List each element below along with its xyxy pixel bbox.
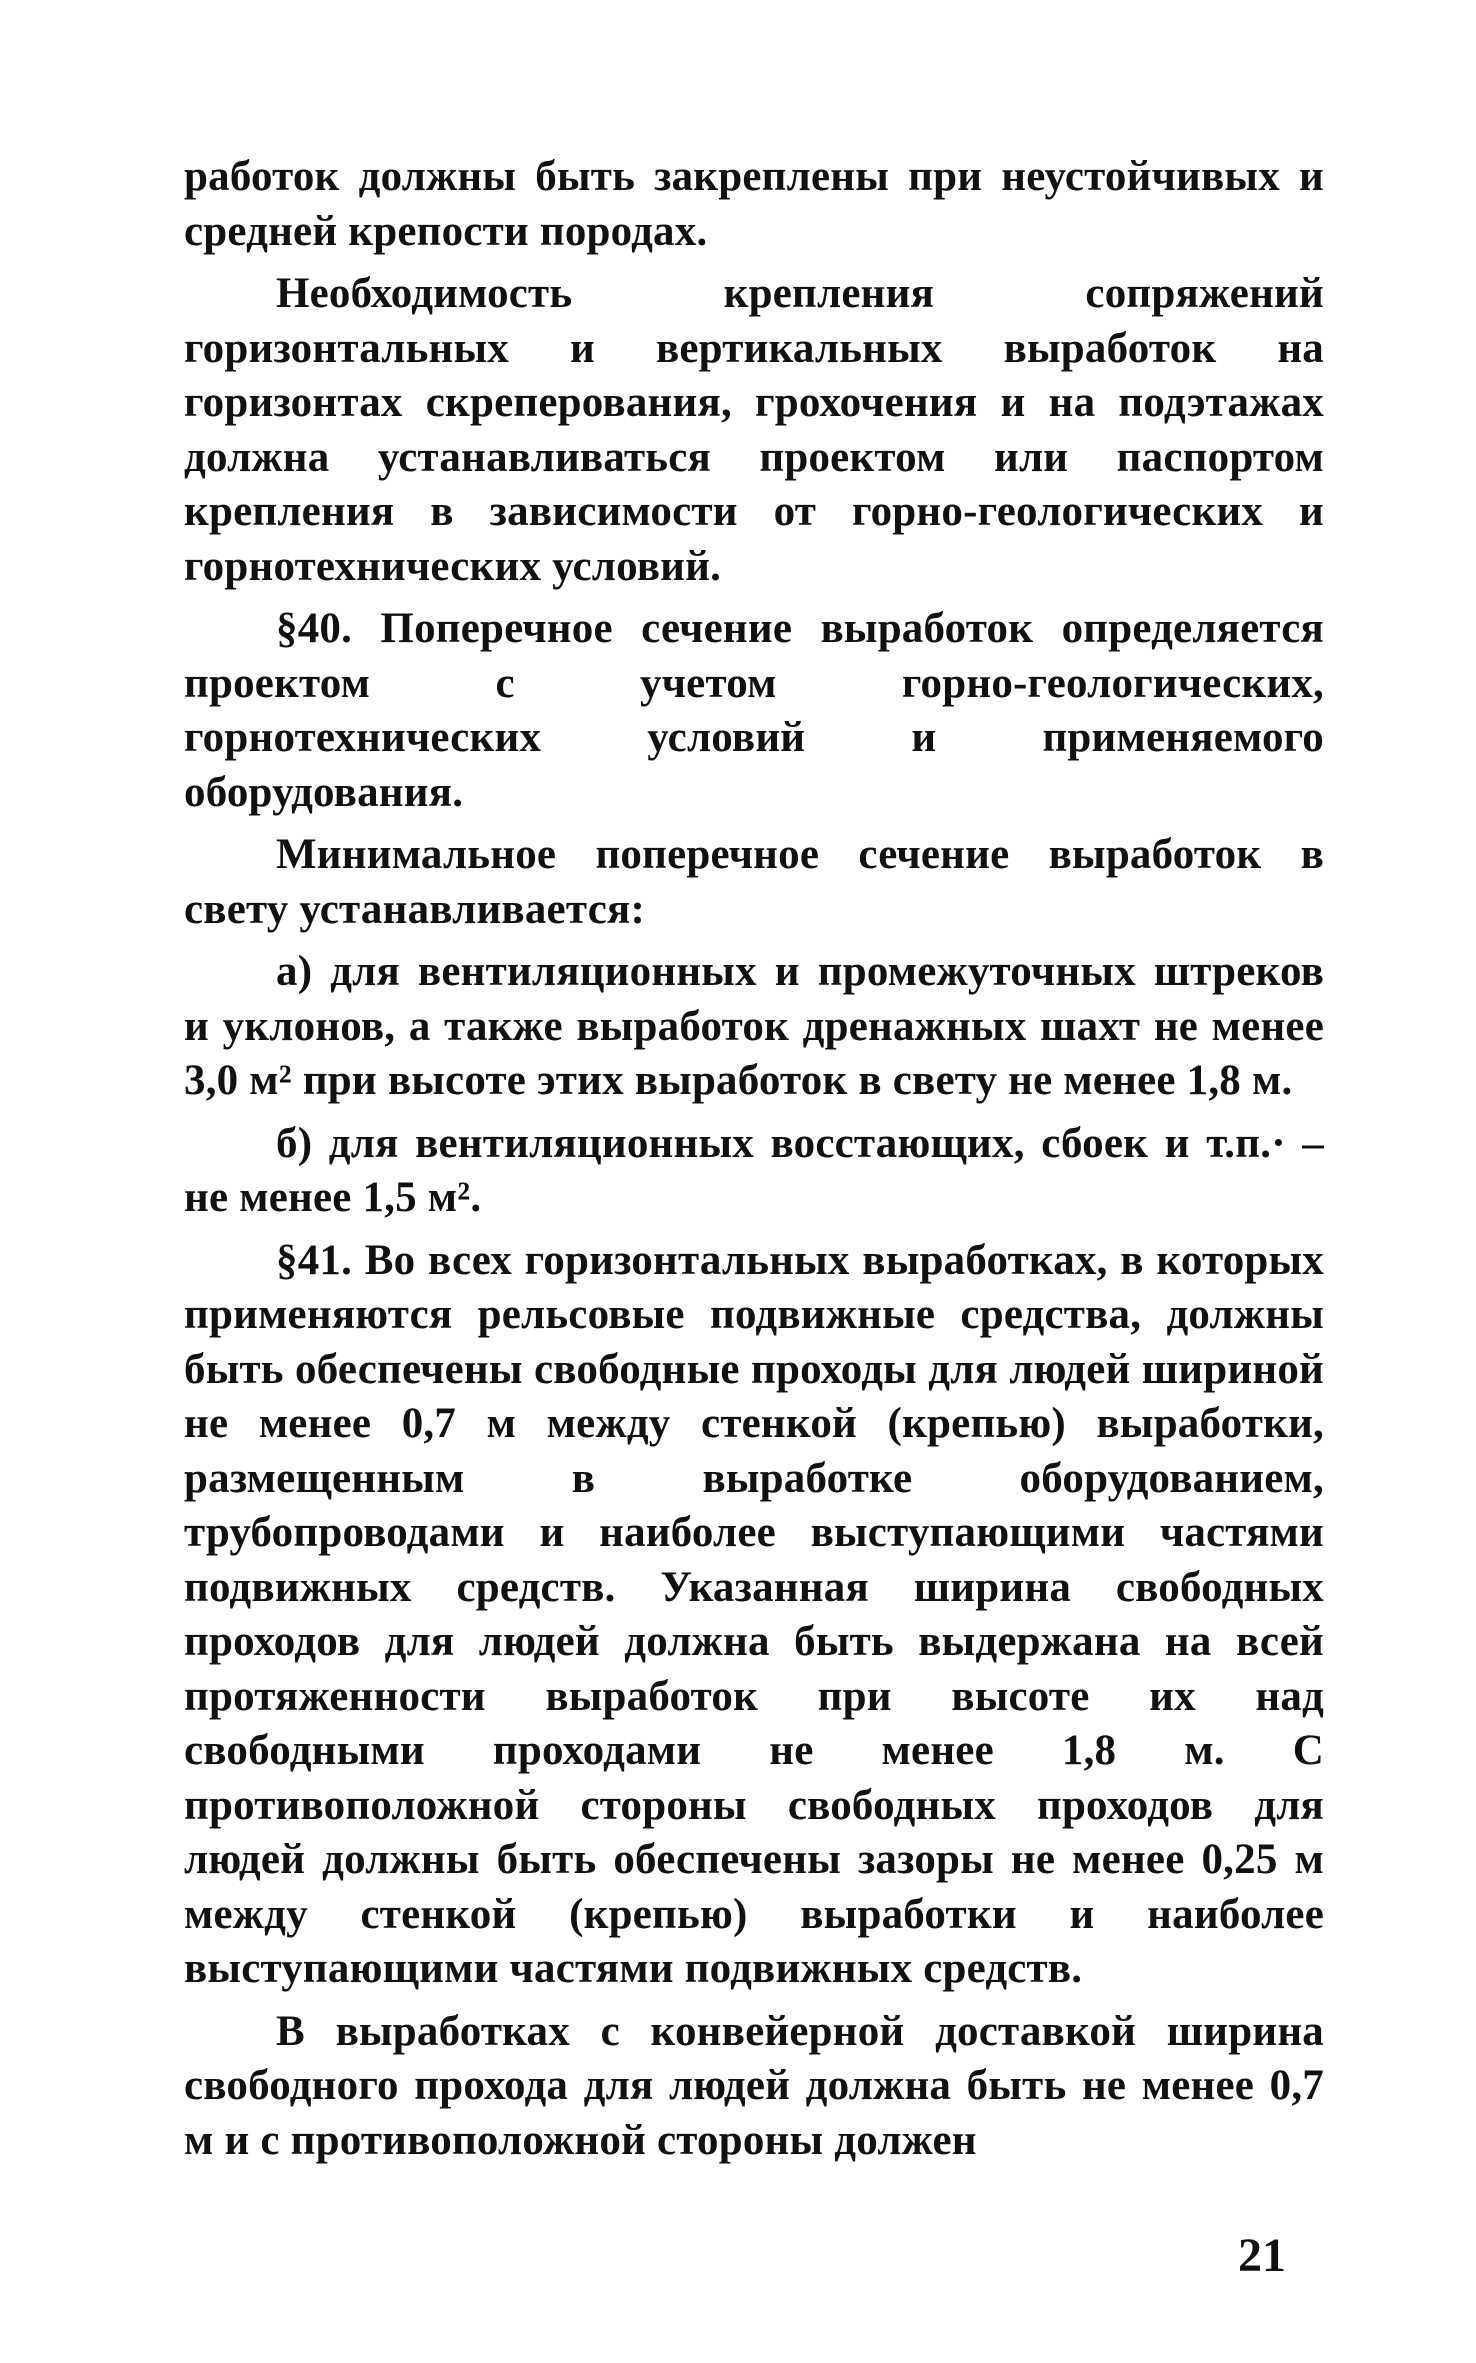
page-number: 21: [1238, 2229, 1286, 2282]
paragraph-conveyor: В выработках с конвейерной доставкой ширина свободного прохода для людей должна быть не менее 0,7 м и с противоположной стороны должен: [184, 2007, 1324, 2164]
body-text: [184, 150, 1324, 2168]
paragraph-section-41: §41. Во всех горизонтальных выработках, в которых применяются рельсовые подвижные средства, должны быть обеспечены свободные проходы для людей шириной не менее 0,7 м между стенкой (крепью) выработки, размещенным в выработке оборудованием, трубопроводами и наиболее выступающими частями подвижных средств. Указанная ширина свободных проходов для людей должна быть выдержана на всей протяженности выработок при высоте их над свободными проходами не менее 1,8 м. С противоположной стороны свободных проходов для людей должны быть обеспечены зазоры не менее 0,25 м между стенкой (крепью) выработки и наиболее выступающими частями подвижных средств.: [184, 1236, 1324, 1992]
list-item-b: б) для вентиляционных восстающих, сбоек и т.п.· – не менее 1,5 м².: [184, 1119, 1324, 1221]
paragraph-section-40: §40. Поперечное сечение выработок определяется проектом с учетом горно-геологических, горнотехнических условий и применяемого оборудования.: [184, 605, 1324, 816]
paragraph-continuation: работок должны быть закреплены при неустойчивых и средней крепости породах.: [184, 153, 1324, 255]
paragraph-junctions-support: Необходимость крепления сопряжений горизонтальных и вертикальных выработок на горизонтах скреперования, грохочения и на подэтажах должна устанавливаться проектом или паспортом крепления в зависимости от горно-геологических и горнотехнических условий.: [184, 270, 1324, 590]
list-item-a: а) для вентиляционных и промежуточных штреков и уклонов, а также выработок дренажных шахт не менее 3,0 м² при высоте этих выработок в свету не менее 1,8 м.: [184, 948, 1324, 1104]
paragraph-minimal-section: Минимальное поперечное сечение выработок в свету устанавливается:: [184, 831, 1324, 933]
